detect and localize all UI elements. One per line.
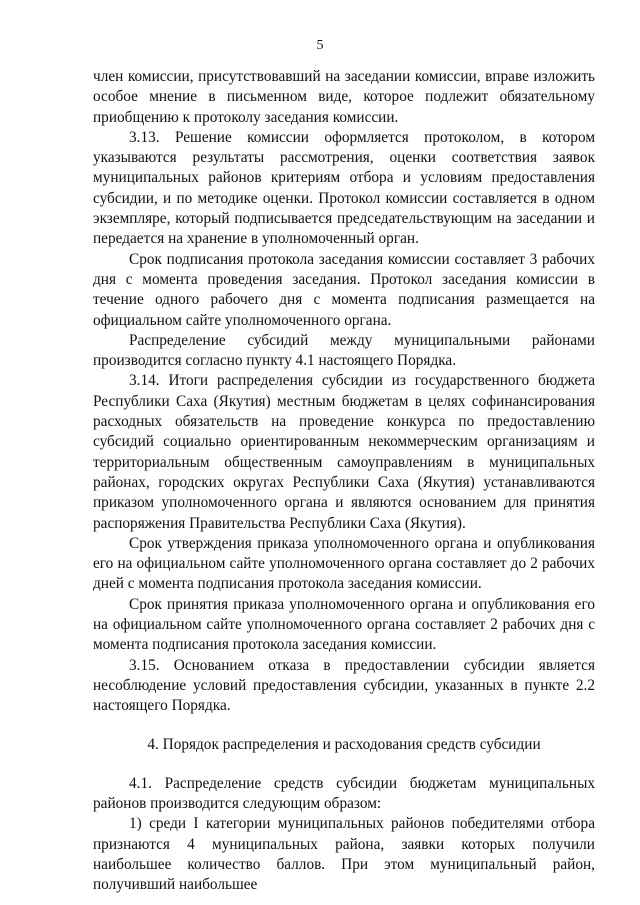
paragraph: Срок принятия приказа уполномоченного органа и опубликования его на официальном сайте уполномоченного органа составляет 2 рабочих дня с момента подписания протокола заседания комиссии. [93, 595, 595, 654]
paragraph: 4.1. Распределение средств субсидии бюджетам муниципальных районов производится следующим образом: [93, 774, 595, 813]
paragraph: 3.14. Итоги распределения субсидии из государственного бюджета Республики Саха (Якутия) местным бюджетам в целях софинансирования расходных обязательств на проведение конкурса по предоставлению субсидий социально ориентированным некоммерческим организациям и территориальным общественным самоуправлениям в муниципальных районах, городских округах Республики Саха (Якутия) устанавливаются приказом уполномоченного органа и являются основанием для принятия распоряжения Правительства Республики Саха (Якутия). [93, 372, 595, 532]
paragraph: Срок подписания протокола заседания комиссии составляет 3 рабочих дня с момента проведения заседания. Протокол заседания комиссии в течение одного рабочего дня с момента подписания размещается на официальном сайте уполномоченного органа. [93, 250, 595, 329]
section-heading: 4. Порядок распределения и расходования средств субсидии [147, 735, 541, 753]
document-body [93, 67, 595, 896]
paragraph: 3.15. Основанием отказа в предоставлении субсидии является несоблюдение условий предоставления субсидии, указанных в пункте 2.2 настоящего Порядка. [93, 656, 595, 715]
paragraph: Срок утверждения приказа уполномоченного органа и опубликования его на официальном сайте уполномоченного органа составляет до 2 рабочих дней с момента подписания протокола заседания комиссии. [93, 534, 595, 593]
paragraph: Распределение субсидий между муниципальными районами производится согласно пункту 4.1 настоящего Порядка. [93, 331, 595, 370]
paragraph: 1) среди I категории муниципальных районов победителями отбора признаются 4 муниципальных района, заявки которых получили наибольшее количество баллов. При этом муниципальный район, получивший наибольшее [93, 815, 595, 894]
paragraph: 3.13. Решение комиссии оформляется протоколом, в котором указываются результаты рассмотрения, оценки соответствия заявок муниципальных районов критериям отбора и условиям предоставления субсидии, и по методике оценки. Протокол комиссии составляется в одном экземпляре, который подписывается председательствующим на заседании и передается на хранение в уполномоченный орган. [93, 128, 595, 248]
paragraph: член комиссии, присутствовавший на заседании комиссии, вправе изложить особое мнение в письменном виде, которое подлежит обязательному приобщению к протоколу заседания комиссии. [93, 68, 595, 126]
page-number: 5 [316, 38, 324, 53]
